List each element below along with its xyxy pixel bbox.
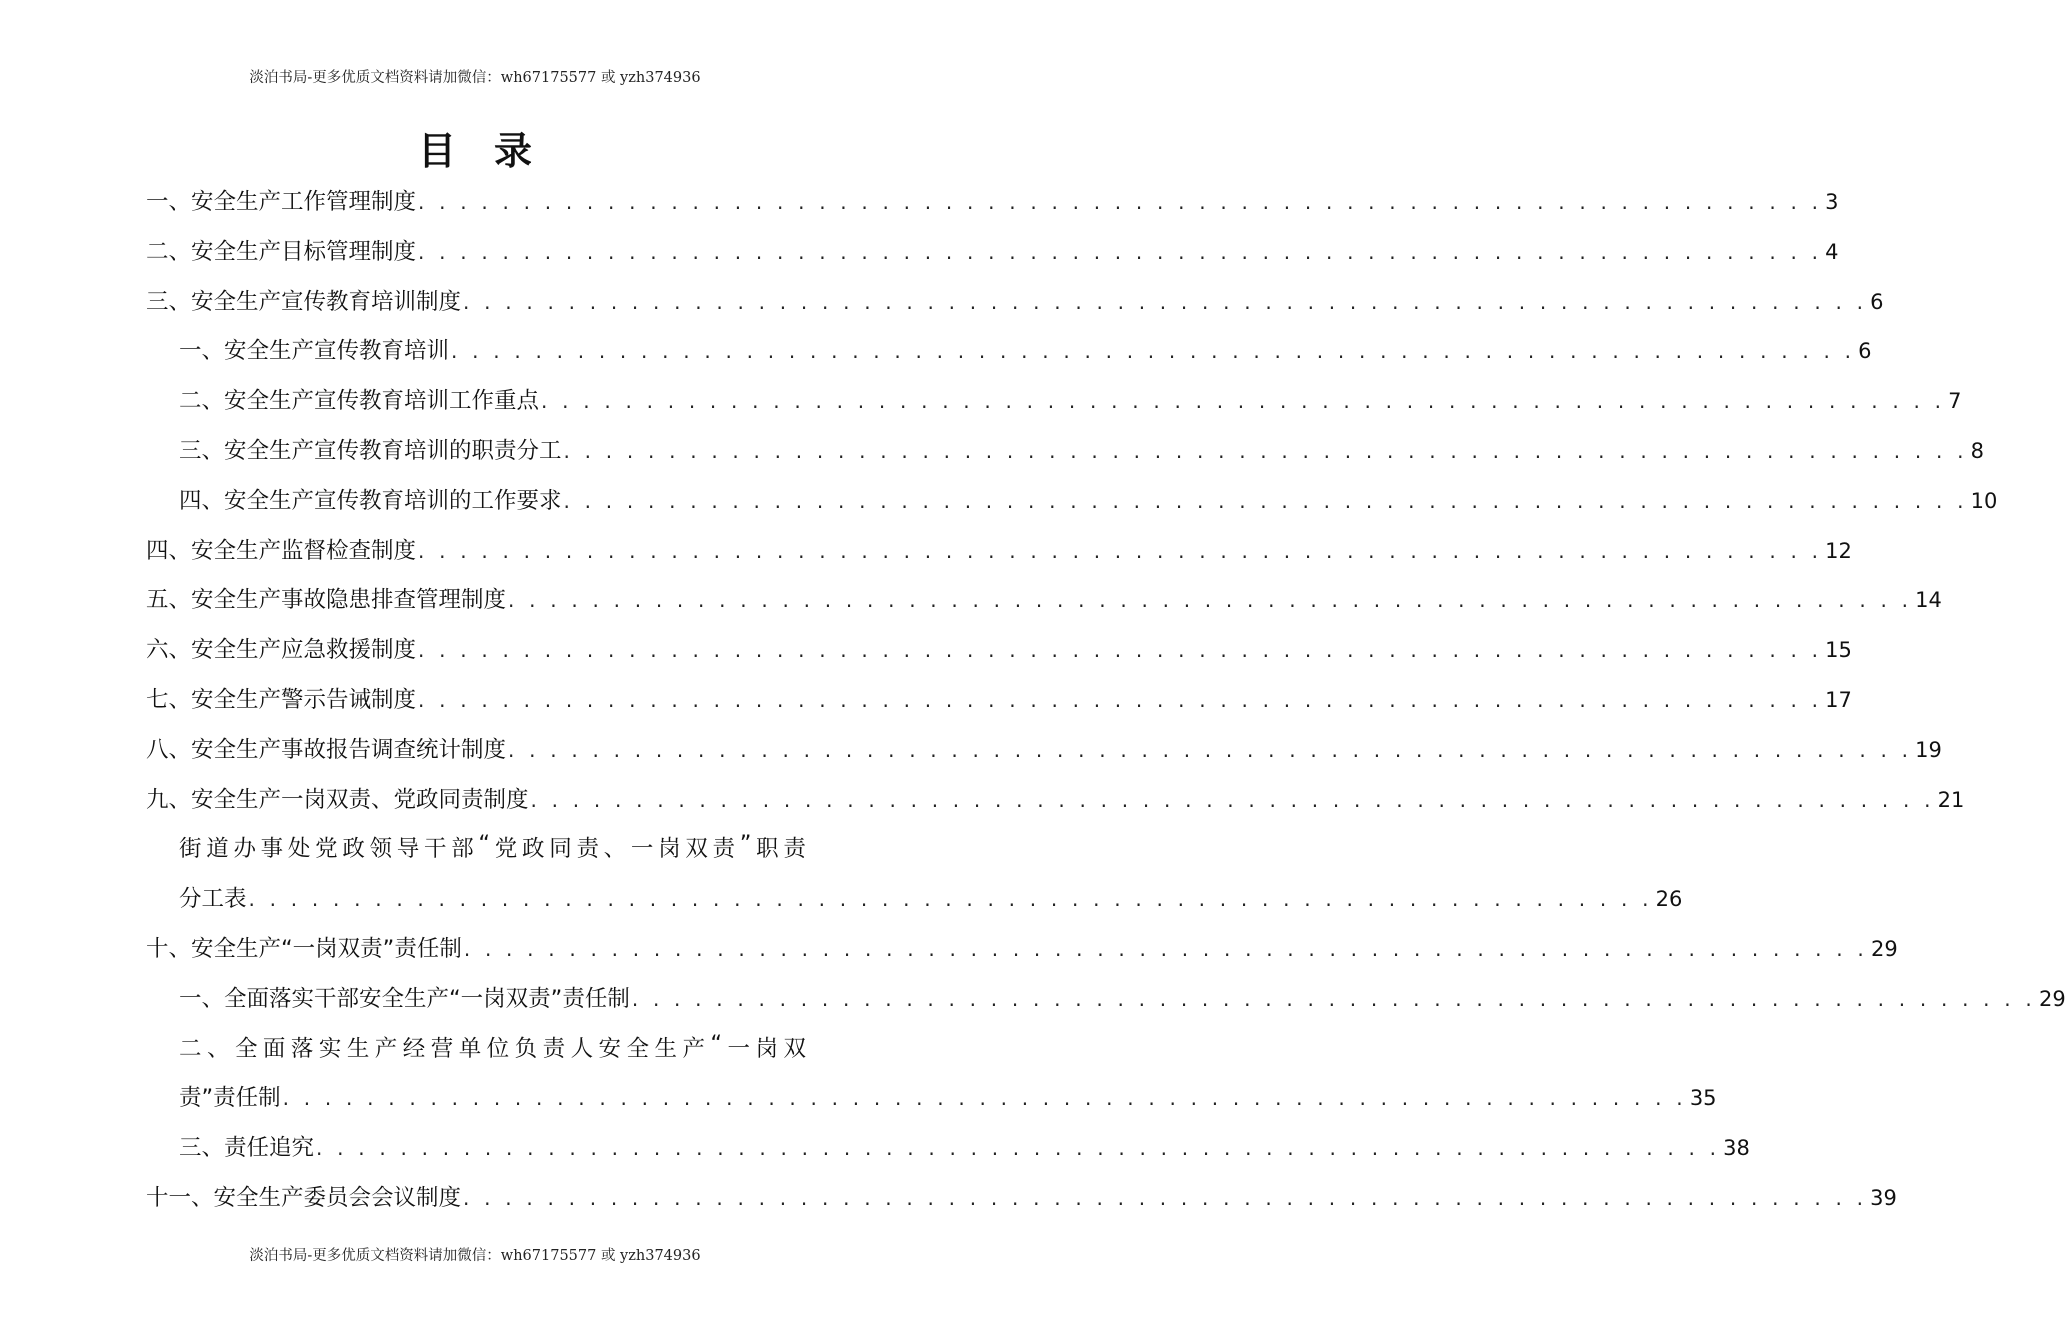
toc-entry-text: 一、安全生产工作管理制度	[146, 189, 417, 215]
toc-leader-dots: . . . . . . . . . . . . . . . . . . . . . . . . . . . . . . . . . . . . . . . . . . . . . . . . . . . . . . . . . . . . . . . . . . .	[631, 986, 2036, 1011]
toc-page-number: 19	[1915, 737, 1942, 762]
toc-line	[179, 1031, 806, 1065]
toc-leader-dots: . . . . . . . . . . . . . . . . . . . . . . . . . . . . . . . . . . . . . . . . . . . . . . . . . . . . . . . . . . . . . . . . . . .	[508, 737, 1913, 762]
toc-page-number: 12	[1825, 538, 1852, 563]
toc-page-number: 26	[1655, 887, 1683, 912]
toc-page-number: 6	[1858, 339, 1872, 364]
toc-leader-dots: . . . . . . . . . . . . . . . . . . . . . . . . . . . . . . . . . . . . . . . . . . . . . . . . . . . . . . . . . . . . . . . . . . .	[563, 438, 1968, 463]
toc-entry[interactable]	[0, 523, 1852, 573]
toc-entry[interactable]	[0, 473, 1998, 523]
toc-entry[interactable]	[0, 1120, 1750, 1170]
toc-title-char: 目	[417, 129, 494, 173]
toc-line	[179, 881, 1683, 915]
toc-line	[146, 582, 1942, 616]
toc-entry-line1[interactable]	[0, 821, 950, 871]
toc-leader-dots: . . . . . . . . . . . . . . . . . . . . . . . . . . . . . . . . . . . . . . . . . . . . . . . . . . . . . . . . . . . . . . . . . . .	[563, 488, 1968, 513]
toc-line	[146, 234, 1839, 268]
toc-line	[146, 533, 1852, 567]
toc-line	[146, 632, 1852, 666]
toc-line	[179, 433, 1985, 467]
toc-entry[interactable]	[0, 423, 1985, 473]
toc-page-number: 21	[1937, 787, 1965, 812]
toc-page-number: 3	[1825, 190, 1839, 214]
toc-entry-text: 一、安全生产宣传教育培训	[179, 338, 450, 365]
toc-leader-dots: . . . . . . . . . . . . . . . . . . . . . . . . . . . . . . . . . . . . . . . . . . . . . . . . . . . . . . . . . . . . . . . . . . .	[248, 887, 1653, 912]
toc-line	[146, 284, 1884, 318]
toc-page-number: 39	[1870, 1185, 1897, 1210]
toc-entry-text: 七、安全生产警示告诫制度	[146, 686, 417, 713]
toc-entry-text: 三、安全生产宣传教育培训的职责分工	[179, 437, 562, 464]
toc-leader-dots: . . . . . . . . . . . . . . . . . . . . . . . . . . . . . . . . . . . . . . . . . . . . . . . . . . . . . . . . . . . . . . . . . . .	[316, 1136, 1721, 1161]
toc-page-number: 8	[1970, 438, 1985, 463]
toc-leader-dots: . . . . . . . . . . . . . . . . . . . . . . . . . . . . . . . . . . . . . . . . . . . . . . . . . . . . . . . . . . . . . . . . . . .	[541, 389, 1946, 414]
toc-line	[179, 1130, 1750, 1164]
toc-line	[146, 931, 1898, 965]
toc-page-number: 6	[1870, 289, 1884, 314]
toc-page-number: 29	[2038, 986, 2066, 1011]
toc-leader-dots: . . . . . . . . . . . . . . . . . . . . . . . . . . . . . . . . . . . . . . . . . . . . . . . . . . . . . . . . . . . . . . . . . . .	[463, 1185, 1868, 1210]
toc-leader-dots: . . . . . . . . . . . . . . . . . . . . . . . . . . . . . . . . . . . . . . . . . . . . . . . . . . . . . . . . . . . . . . . . . . .	[451, 339, 1856, 364]
toc-entry-text: 十、安全生产“一岗双责”责任制	[146, 935, 462, 962]
toc-entry-text: 三、责任追究	[179, 1135, 315, 1162]
toc-leader-dots: . . . . . . . . . . . . . . . . . . . . . . . . . . . . . . . . . . . . . . . . . . . . . . . . . . . . . . . . . . . . . . . . . . .	[530, 787, 1935, 812]
toc-line	[146, 732, 1942, 766]
toc-entry[interactable]	[0, 572, 1942, 622]
toc-page-number: 29	[1870, 936, 1898, 961]
toc-entry-text: 六、安全生产应急救援制度	[146, 637, 417, 664]
table-of-contents	[0, 174, 2066, 1220]
toc-leader-dots: . . . . . . . . . . . . . . . . . . . . . . . . . . . . . . . . . . . . . . . . . . . . . . . . . . . . . . . . . . . . . . . . . . .	[418, 190, 1823, 214]
toc-entry[interactable]	[0, 672, 1852, 722]
toc-entry[interactable]	[0, 224, 1839, 274]
toc-entry-text: 分工表	[179, 886, 247, 913]
toc-entry-text: 五、安全生产事故隐患排查管理制度	[146, 587, 507, 614]
toc-page-number: 38	[1723, 1136, 1750, 1161]
toc-leader-dots: . . . . . . . . . . . . . . . . . . . . . . . . . . . . . . . . . . . . . . . . . . . . . . . . . . . . . . . . . . . . . . . . . . .	[463, 936, 1868, 961]
toc-entry[interactable]	[0, 722, 1942, 772]
page-header: 淡泊书局-更多优质文档资料请加微信：wh67175577 或 yzh374936	[249, 70, 701, 86]
toc-page-number: 4	[1825, 239, 1839, 264]
toc-entry-text: 九、安全生产一岗双责、党政同责制度	[146, 786, 529, 813]
toc-leader-dots: . . . . . . . . . . . . . . . . . . . . . . . . . . . . . . . . . . . . . . . . . . . . . . . . . . . . . . . . . . . . . . . . . . .	[508, 588, 1913, 613]
toc-leader-dots: . . . . . . . . . . . . . . . . . . . . . . . . . . . . . . . . . . . . . . . . . . . . . . . . . . . . . . . . . . . . . . . . . . .	[418, 638, 1823, 663]
toc-entry[interactable]	[0, 323, 1872, 373]
toc-entry-text: 二、安全生产宣传教育培训工作重点	[179, 388, 540, 415]
toc-entry-text: 八、安全生产事故报告调查统计制度	[146, 736, 507, 763]
toc-page-number: 17	[1825, 687, 1852, 712]
toc-entry[interactable]	[0, 921, 1898, 971]
toc-page-number: 10	[1970, 488, 1998, 513]
toc-line	[179, 1080, 1717, 1114]
toc-leader-dots: . . . . . . . . . . . . . . . . . . . . . . . . . . . . . . . . . . . . . . . . . . . . . . . . . . . . . . . . . . . . . . . . . . .	[418, 538, 1823, 563]
toc-entry[interactable]	[0, 274, 1884, 324]
toc-entry-text: 四、安全生产宣传教育培训的工作要求	[179, 487, 562, 514]
toc-entry-text: 四、安全生产监督检查制度	[146, 537, 417, 564]
toc-entry[interactable]	[0, 622, 1852, 672]
toc-entry[interactable]	[0, 1170, 1897, 1220]
toc-entry-text: 责”责任制	[179, 1085, 281, 1112]
toc-leader-dots: . . . . . . . . . . . . . . . . . . . . . . . . . . . . . . . . . . . . . . . . . . . . . . . . . . . . . . . . . . . . . . . . . . .	[463, 289, 1868, 314]
toc-title	[0, 124, 950, 178]
toc-line	[179, 483, 1998, 517]
toc-entry-text: 十一、安全生产委员会会议制度	[146, 1184, 462, 1211]
toc-entry-text: 二、安全生产目标管理制度	[146, 238, 417, 265]
toc-page-number: 15	[1825, 638, 1852, 663]
toc-entry-line2[interactable]	[0, 1070, 1717, 1120]
toc-leader-dots: . . . . . . . . . . . . . . . . . . . . . . . . . . . . . . . . . . . . . . . . . . . . . . . . . . . . . . . . . . . . . . . . . . .	[418, 239, 1823, 264]
toc-entry[interactable]	[0, 174, 1839, 224]
toc-line	[146, 1180, 1897, 1214]
toc-line	[146, 184, 1839, 218]
toc-line	[179, 981, 2066, 1015]
toc-page-number: 14	[1915, 588, 1942, 613]
toc-line	[179, 383, 1962, 417]
toc-line	[179, 831, 806, 865]
toc-line	[146, 782, 1965, 816]
toc-line	[146, 682, 1852, 716]
toc-entry-text: 二 、 全 面 落 实 生 产 经 营 单 位 负 责 人 安 全 生 产 “ 一 岗 双	[179, 1030, 806, 1062]
toc-entry[interactable]	[0, 971, 2066, 1021]
toc-line	[179, 333, 1872, 367]
toc-entry-text: 一、全面落实干部安全生产“一岗双责”责任制	[179, 985, 630, 1012]
toc-entry-line1[interactable]	[0, 1021, 950, 1071]
toc-entry[interactable]	[0, 373, 1962, 423]
toc-page-number: 35	[1689, 1086, 1717, 1111]
toc-leader-dots: . . . . . . . . . . . . . . . . . . . . . . . . . . . . . . . . . . . . . . . . . . . . . . . . . . . . . . . . . . . . . . . . . . .	[282, 1086, 1687, 1111]
toc-leader-dots: . . . . . . . . . . . . . . . . . . . . . . . . . . . . . . . . . . . . . . . . . . . . . . . . . . . . . . . . . . . . . . . . . . .	[418, 687, 1823, 712]
toc-entry-text: 三、安全生产宣传教育培训制度	[146, 288, 462, 315]
toc-page-number: 7	[1948, 389, 1962, 414]
toc-entry-line2[interactable]	[0, 871, 1683, 921]
toc-entry[interactable]	[0, 772, 1965, 822]
toc-entry-text: 街 道 办 事 处 党 政 领 导 干 部 “ 党 政 同 责 、 一 岗 双 责 ” 职 责	[179, 831, 806, 863]
page-footer: 淡泊书局-更多优质文档资料请加微信：wh67175577 或 yzh374936	[249, 1248, 701, 1264]
toc-title-char: 录	[494, 129, 571, 173]
